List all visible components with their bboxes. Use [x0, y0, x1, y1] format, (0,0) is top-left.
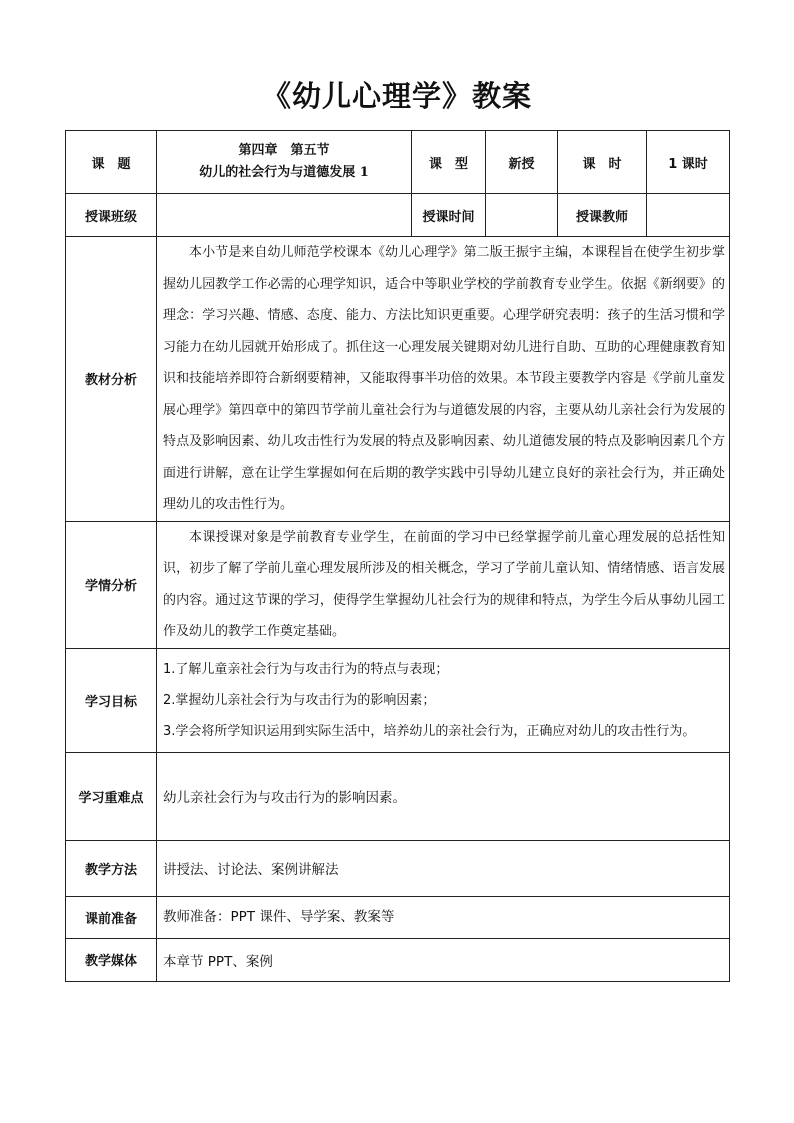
materials-row	[66, 237, 730, 522]
type-value: 新授	[486, 131, 558, 194]
hours-label: 课 时	[558, 131, 647, 194]
students-row	[66, 521, 730, 648]
type-label: 课 型	[412, 131, 486, 194]
methods-label: 教学方法	[66, 840, 157, 896]
goals-row	[66, 648, 730, 752]
keypoints-text: 幼儿亲社会行为与攻击行为的影响因素。	[163, 790, 406, 806]
prep-text: 教师准备：PPT 课件、导学案、教案等	[163, 908, 395, 925]
students-cell	[157, 521, 730, 648]
page-title: 《幼儿心理学》教案	[261, 79, 532, 113]
materials-text: 本小节是来自幼儿师范学校课本《幼儿心理学》第二版王振宇主编，本课程旨在使学生初步掌握幼儿园教学工作必需的心理学知识，适合中等职业学校的学前教育专业学生。依据《新纲要》的理念：学习兴趣、情感、态度、能力、方法比知识更重要。心理学研究表明：孩子的生活习惯和学习能力在幼儿园就开始形成了。抓住这一心理发展关键期对幼儿进行自助、互助的心理健康教育知识和技能培养即符合新纲要精神，又能取得事半功倍的效果。本节段主要教学内容是《学前儿童发展心理学》第四章中的第四节学前儿童社会行为与道德发展的内容，主要从幼儿亲社会行为发展的特点及影响因素、幼儿攻击性行为发展的特点及影响因素、幼儿道德发展的特点及影响因素几个方面进行讲解，意在让学生掌握如何在后期的教学实践中引导幼儿建立良好的亲社会行为，并正确处理幼儿的攻击性行为。	[163, 245, 725, 512]
class-value	[157, 194, 412, 237]
header-row	[66, 131, 730, 194]
keypoints-label: 学习重难点	[66, 752, 157, 840]
materials-cell	[157, 237, 730, 522]
goals-cell	[157, 648, 730, 752]
time-value	[486, 194, 558, 237]
media-text: 本章节 PPT、案例	[163, 953, 273, 970]
prep-row	[66, 896, 730, 938]
materials-label: 教材分析	[66, 237, 157, 522]
goal-item: 1.了解儿童亲社会行为与攻击行为的特点与表现；	[163, 661, 449, 677]
media-row	[66, 938, 730, 981]
goal-item: 2.掌握幼儿亲社会行为与攻击行为的影响因素；	[163, 692, 436, 708]
topic-label: 课 题	[66, 131, 157, 194]
methods-row	[66, 840, 730, 896]
class-label: 授课班级	[66, 194, 157, 237]
teacher-label: 授课教师	[558, 194, 647, 237]
topic-title: 幼儿的社会行为与道德发展 1	[199, 165, 369, 180]
prep-label: 课前准备	[66, 896, 157, 938]
goals-label: 学习目标	[66, 648, 157, 752]
hours-value: 1 课时	[647, 131, 730, 194]
media-cell	[157, 938, 730, 981]
teacher-value	[647, 194, 730, 237]
class-row	[66, 194, 730, 237]
lesson-plan-table	[65, 130, 730, 982]
goal-item: 3.学会将所学知识运用到实际生活中，培养幼儿的亲社会行为，正确应对幼儿的攻击性行为。	[163, 723, 696, 739]
keypoints-cell	[157, 752, 730, 840]
methods-text: 讲授法、讨论法、案例讲解法	[163, 862, 339, 878]
topic-chapter: 第四章 第五节	[238, 143, 330, 158]
media-label: 教学媒体	[66, 938, 157, 981]
time-label: 授课时间	[412, 194, 486, 237]
keypoints-row	[66, 752, 730, 840]
students-label: 学情分析	[66, 521, 157, 648]
prep-cell	[157, 896, 730, 938]
students-text: 本课授课对象是学前教育专业学生，在前面的学习中已经掌握学前儿童心理发展的总括性知识，初步了解了学前儿童心理发展所涉及的相关概念，学习了学前儿童认知、情绪情感、语言发展的内容。通过这节课的学习，使得学生掌握幼儿社会行为的规律和特点，为学生今后从事幼儿园工作及幼儿的教学工作奠定基础。	[163, 529, 725, 639]
methods-cell	[157, 840, 730, 896]
topic-cell	[157, 131, 412, 194]
